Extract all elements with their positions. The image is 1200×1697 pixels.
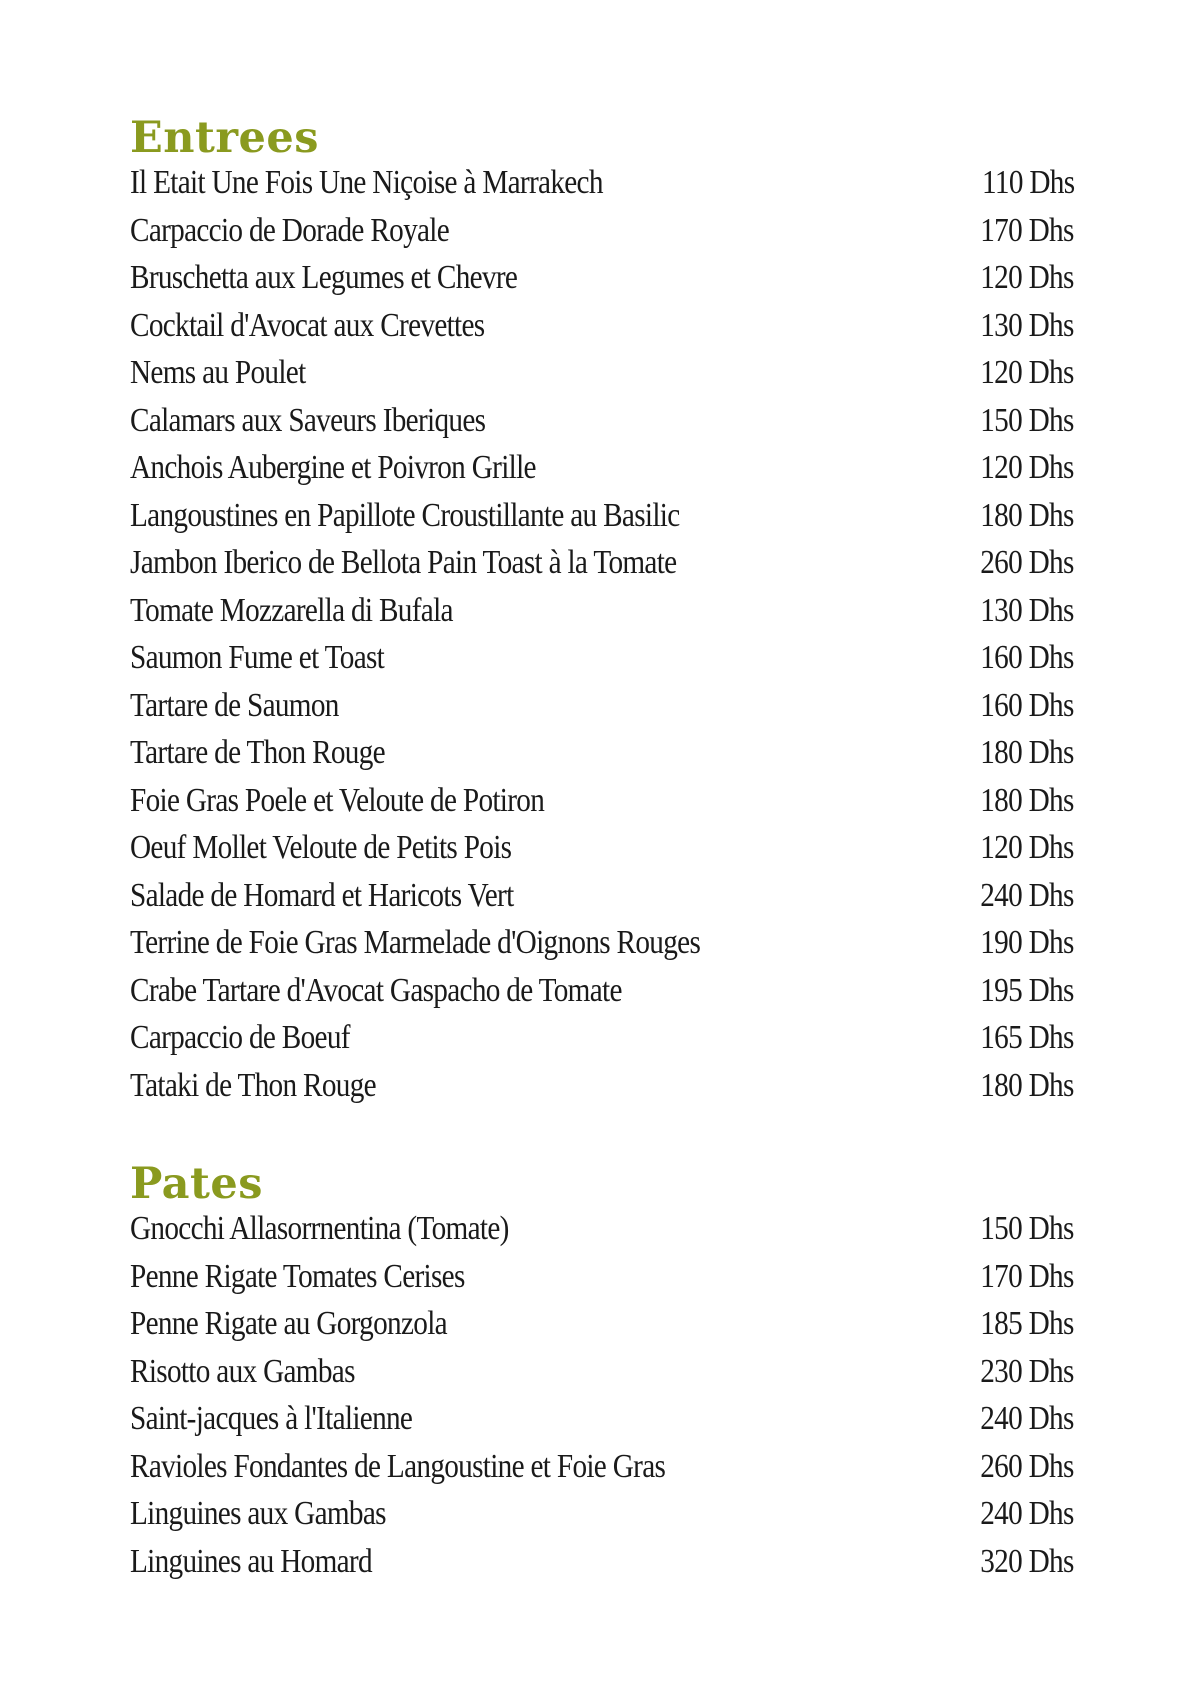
menu-item-name: Linguines aux Gambas [130,1495,386,1532]
menu-item-name: Penne Rigate au Gorgonzola [130,1305,447,1342]
menu-item-price: 150 Dhs [980,1210,1074,1247]
menu-item-name: Linguines au Homard [130,1542,372,1580]
menu-item [130,212,1074,260]
menu-item-name: Nems au Poulet [130,354,306,391]
section-title: Pates [130,1159,263,1209]
menu-item-name: Bruschetta aux Legumes et Chevre [130,259,518,296]
section-pates [130,1158,1074,1590]
menu-item-price: 180 Dhs [980,1066,1074,1104]
menu-item-name: Jambon Iberico de Bellota Pain Toast à la Tomate [130,544,677,581]
menu-item [130,592,1074,640]
menu-item-price: 120 Dhs [980,449,1074,486]
menu-item [130,782,1074,830]
menu-item-price: 165 Dhs [980,1019,1074,1056]
menu-item-price: 260 Dhs [980,1447,1074,1485]
menu-item [130,924,1074,972]
menu-item-price: 240 Dhs [980,876,1074,914]
menu-item [130,307,1074,355]
menu-item [130,734,1074,782]
menu-item [130,1210,1074,1258]
menu-item-price: 170 Dhs [980,1257,1074,1295]
menu-item [130,829,1074,877]
menu-item-price: 195 Dhs [980,971,1074,1009]
menu-item [130,1019,1074,1067]
menu-item-name: Carpaccio de Boeuf [130,1019,350,1056]
menu-item-price: 120 Dhs [980,829,1074,866]
menu-item [130,544,1074,592]
menu-item-name: Crabe Tartare d'Avocat Gaspacho de Tomate [130,971,622,1009]
menu-item [130,1258,1074,1306]
menu-item-price: 230 Dhs [980,1352,1074,1390]
menu-item-name: Ravioles Fondantes de Langoustine et Foie Gras [130,1447,666,1485]
menu-item-price: 180 Dhs [980,734,1074,771]
menu-item [130,164,1074,212]
menu-item [130,1305,1074,1353]
menu-item-name: Salade de Homard et Haricots Vert [130,876,514,914]
menu-item-name: Foie Gras Poele et Veloute de Potiron [130,781,545,819]
menu-item-price: 160 Dhs [980,639,1074,676]
menu-item-name: Oeuf Mollet Veloute de Petits Pois [130,829,512,866]
menu-item-price: 320 Dhs [980,1542,1074,1580]
menu-item-price: 240 Dhs [980,1495,1074,1532]
menu-item-price: 130 Dhs [980,591,1074,629]
section-entrees [130,112,1074,1114]
menu-item-price: 110 Dhs [981,164,1074,201]
section-title: Entrees [130,113,319,163]
menu-item [130,1400,1074,1448]
menu-item [130,877,1074,925]
menu-item-price: 185 Dhs [980,1305,1074,1342]
menu-item-name: Langoustines en Papillote Croustillante au Basilic [130,496,680,534]
menu-item [130,497,1074,545]
menu-items-list [130,1210,1074,1590]
menu-item [130,259,1074,307]
menu-item-name: Il Etait Une Fois Une Niçoise à Marrakech [130,164,603,201]
menu-item-price: 170 Dhs [980,211,1074,249]
menu-item-price: 260 Dhs [980,544,1074,581]
menu-item-price: 120 Dhs [980,354,1074,391]
menu-item-name: Cocktail d'Avocat aux Crevettes [130,306,485,344]
menu-item-name: Terrine de Foie Gras Marmelade d'Oignons Rouges [130,924,701,961]
menu-item [130,1067,1074,1115]
menu-item-name: Saumon Fume et Toast [130,639,385,676]
menu-item-name: Penne Rigate Tomates Cerises [130,1257,465,1295]
menu-item-name: Gnocchi Allasorrnentina (Tomate) [130,1210,509,1247]
menu-item-name: Anchois Aubergine et Poivron Grille [130,449,536,486]
menu-item-price: 120 Dhs [980,259,1074,296]
menu-item [130,972,1074,1020]
menu-item-price: 180 Dhs [980,496,1074,534]
menu-item [130,402,1074,450]
menu-items-list [130,164,1074,1114]
menu-item-name: Tataki de Thon Rouge [130,1066,376,1104]
menu-item-price: 160 Dhs [980,686,1074,724]
menu-item-price: 190 Dhs [980,924,1074,961]
menu-item-price: 180 Dhs [980,781,1074,819]
menu-item-price: 150 Dhs [980,401,1074,439]
menu-item-name: Carpaccio de Dorade Royale [130,211,450,249]
menu-item [130,354,1074,402]
menu-item [130,1353,1074,1401]
menu-item-name: Tartare de Thon Rouge [130,734,385,771]
menu-item-name: Tartare de Saumon [130,686,339,724]
menu-item [130,1448,1074,1496]
menu-item [130,687,1074,735]
menu-item-price: 130 Dhs [980,306,1074,344]
menu-item [130,639,1074,687]
menu-item [130,1495,1074,1543]
menu-item-name: Saint-jacques à l'Italienne [130,1400,413,1437]
menu-item [130,1543,1074,1591]
menu-item-name: Calamars aux Saveurs Iberiques [130,401,486,439]
menu-item [130,449,1074,497]
menu-item-name: Risotto aux Gambas [130,1352,355,1390]
menu-item-name: Tomate Mozzarella di Bufala [130,591,453,629]
menu-item-price: 240 Dhs [980,1400,1074,1437]
